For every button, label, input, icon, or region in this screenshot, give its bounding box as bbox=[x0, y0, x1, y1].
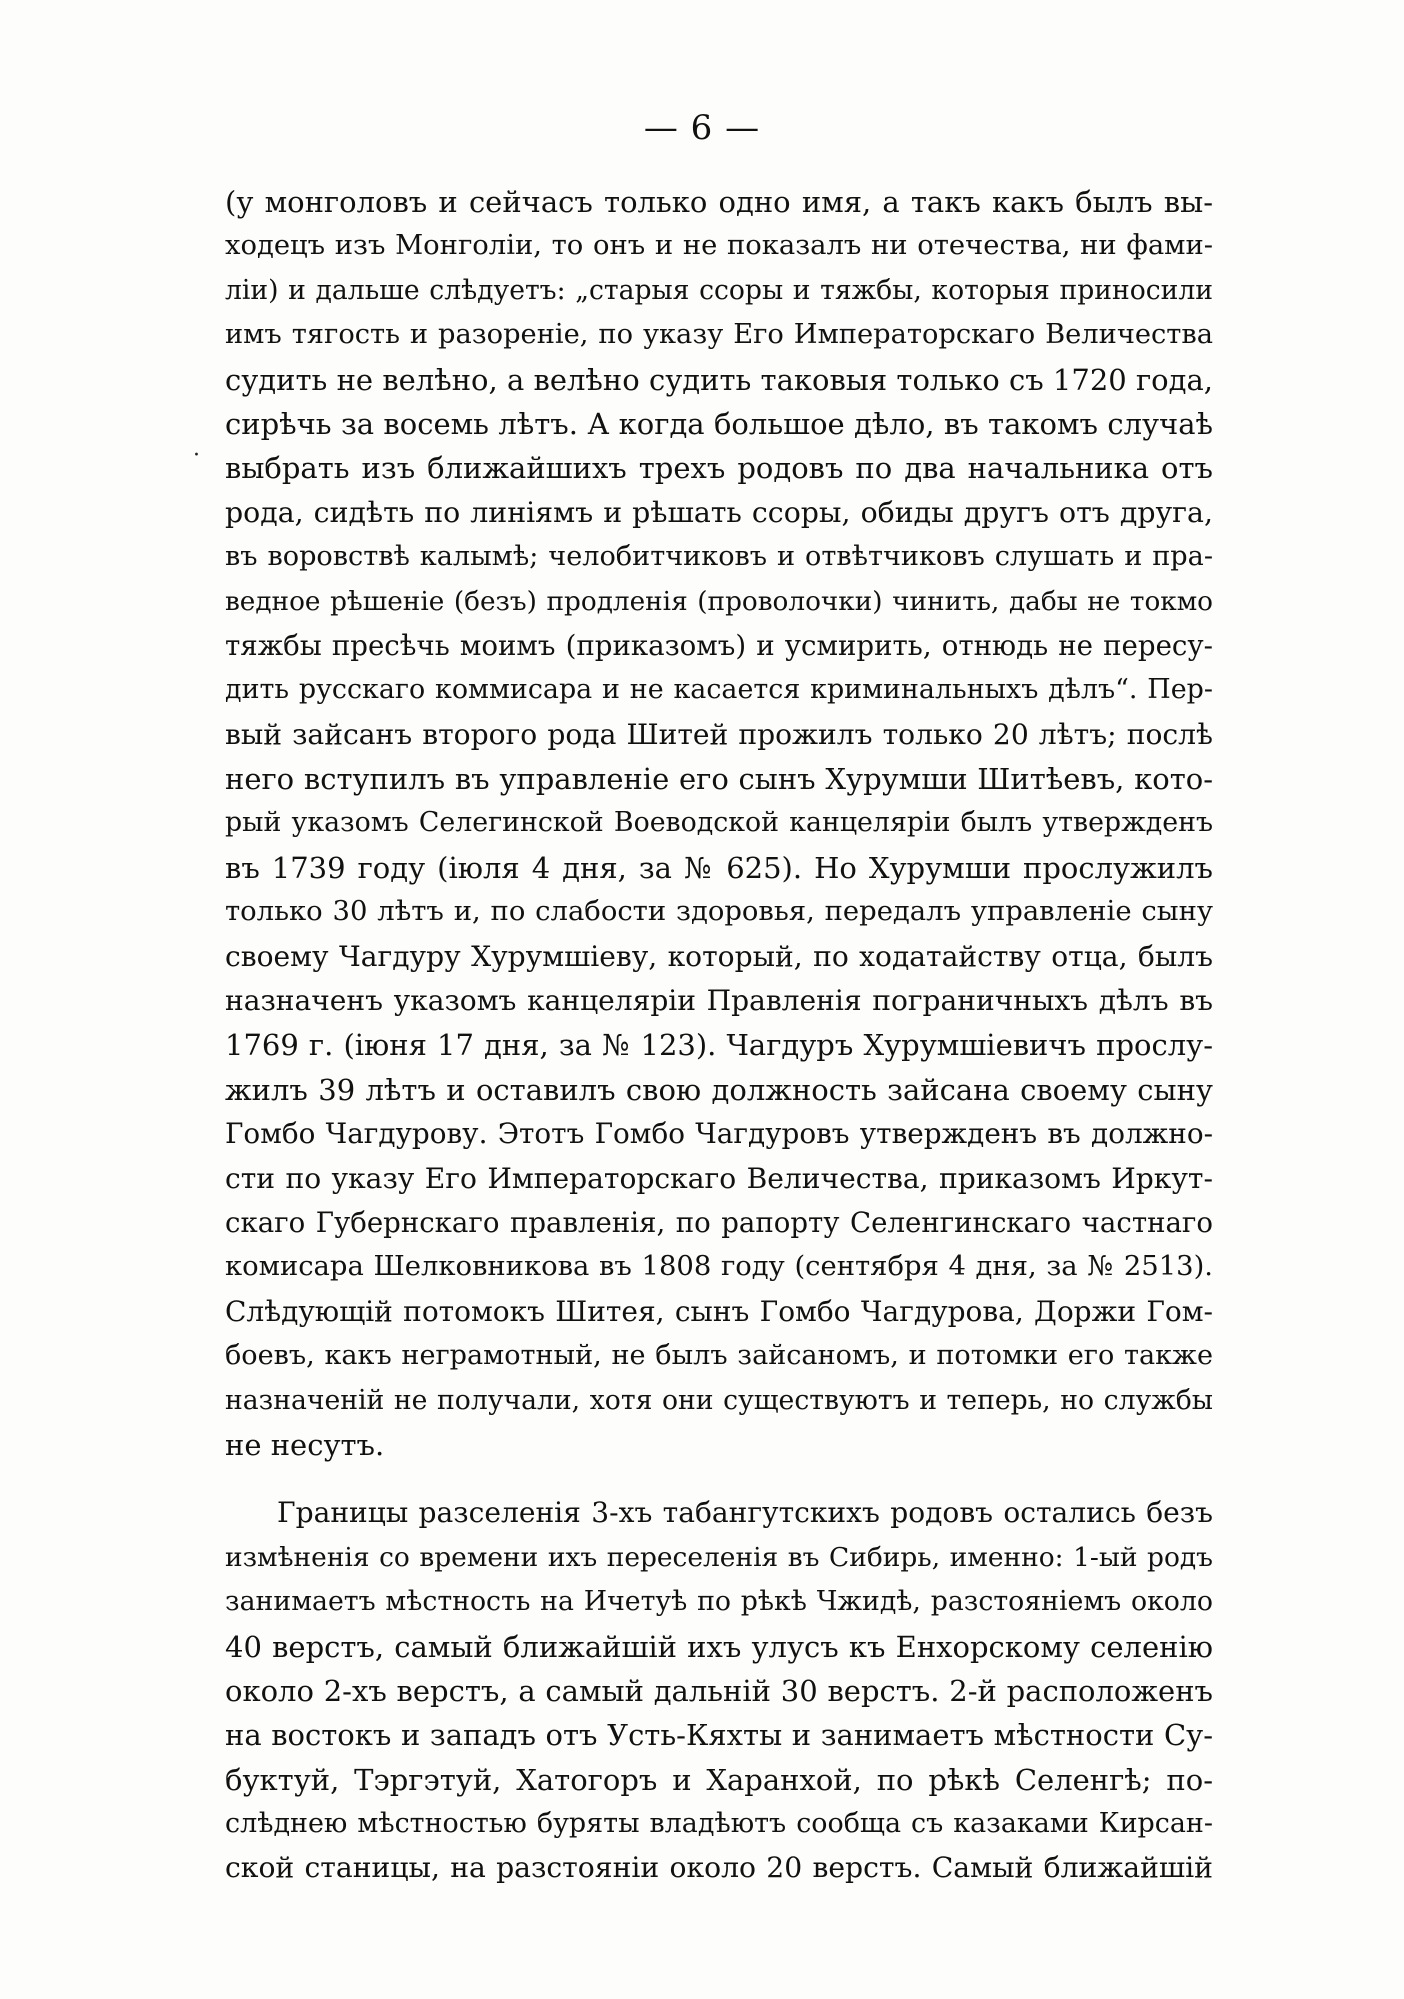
text-line: ходецъ изъ Монголіи, то онъ и не показалъ ни отечества, ни фами- bbox=[225, 230, 1213, 262]
text-line: 1769 г. (іюня 17 дня, за № 123). Чагдуръ Хурумшіевичъ прослу- bbox=[225, 1028, 1213, 1063]
text-line: на востокъ и западъ отъ Усть-Кяхты и занимаетъ мѣстности Су- bbox=[225, 1718, 1213, 1753]
text-line: сирѣчь за восемь лѣтъ. А когда большое дѣло, въ такомъ случаѣ bbox=[225, 406, 1213, 441]
text-line: комисара Шелковникова въ 1808 году (сентября 4 дня, за № 2513). bbox=[225, 1251, 1213, 1283]
paragraph bbox=[225, 180, 1213, 1467]
text-line: не несутъ. bbox=[225, 1427, 385, 1462]
text-line: выбрать изъ ближайшихъ трехъ родовъ по два начальника отъ bbox=[225, 451, 1213, 486]
body-text bbox=[225, 180, 1213, 1891]
text-line: слѣднею мѣстностью буряты владѣютъ сообща съ казаками Кирсан- bbox=[225, 1808, 1213, 1840]
text-line: рода, сидѣть по линіямъ и рѣшать ссоры, обиды другъ отъ друга, bbox=[225, 495, 1213, 529]
text-line: сти по указу Его Императорскаго Величества, приказомъ Иркут- bbox=[225, 1161, 1213, 1195]
text-line: судить не велѣно, а велѣно судить таковыя только съ 1720 года, bbox=[225, 362, 1213, 397]
text-line: назначеній не получали, хотя они существуютъ и теперь, но службы bbox=[225, 1384, 1213, 1416]
text-line: занимаетъ мѣстность на Ичетуѣ по рѣкѣ Чжидѣ, разстояніемъ около bbox=[225, 1586, 1213, 1618]
margin-mark: · bbox=[193, 443, 200, 468]
text-line: рый указомъ Селегинской Воеводской канцеляріи былъ утвержденъ bbox=[225, 807, 1213, 839]
text-line: боевъ, какъ неграмотный, не былъ зайсаномъ, и потомки его также bbox=[225, 1340, 1213, 1372]
text-line: жилъ 39 лѣтъ и оставилъ свою должность зайсана своему сыну bbox=[225, 1072, 1213, 1107]
text-line: 40 верстъ, самый ближайшій ихъ улусъ къ Енхорскому селенію bbox=[225, 1629, 1213, 1664]
text-line: только 30 лѣтъ и, по слабости здоровья, передалъ управленіе сыну bbox=[225, 896, 1213, 928]
paragraph-gap bbox=[225, 1467, 1213, 1491]
text-line: (у монголовъ и сейчасъ только одно имя, а такъ какъ былъ вы- bbox=[225, 185, 1213, 219]
text-line: буктуй, Тэргэтуй, Хатогоръ и Харанхой, по рѣкѣ Селенгѣ; по- bbox=[225, 1762, 1213, 1797]
page-number: — 6 — bbox=[643, 108, 761, 148]
text-line: своему Чагдуру Хурумшіеву, который, по ходатайству отца, былъ bbox=[225, 939, 1213, 973]
text-line: вый зайсанъ второго рода Шитей прожилъ только 20 лѣтъ; послѣ bbox=[225, 717, 1213, 751]
text-line: назначенъ указомъ канцеляріи Правленія пограничныхъ дѣлъ въ bbox=[225, 984, 1213, 1018]
text-line: около 2-хъ верстъ, а самый дальній 30 верстъ. 2-й расположенъ bbox=[225, 1673, 1213, 1708]
text-line: ской станицы, на разстояніи около 20 верстъ. Самый ближайшій bbox=[225, 1851, 1213, 1885]
text-line: ліи) и дальше слѣдуетъ: „старыя ссоры и тяжбы, которыя приносили bbox=[225, 274, 1213, 306]
paragraph bbox=[225, 1491, 1213, 1891]
text-line: ведное рѣшеніе (безъ) продленія (проволочки) чинить, дабы не токмо bbox=[225, 586, 1213, 617]
text-line: скаго Губернскаго правленія, по рапорту Селенгинскаго частнаго bbox=[225, 1205, 1213, 1239]
text-line: имъ тягость и разореніе, по указу Его Императорскаго Величества bbox=[225, 319, 1213, 351]
text-line: него вступилъ въ управленіе его сынъ Хурумши Шитѣевъ, кото- bbox=[225, 762, 1213, 797]
text-line: Гомбо Чагдурову. Этотъ Гомбо Чагдуровъ утвержденъ въ должно- bbox=[225, 1117, 1213, 1151]
text-line: въ воровствѣ калымѣ; челобитчиковъ и отвѣтчиковъ слушать и пра- bbox=[225, 541, 1213, 573]
text-line: тяжбы пресѣчь моимъ (приказомъ) и усмирить, отнюдь не пересу- bbox=[225, 628, 1213, 662]
text-line: въ 1739 году (іюля 4 дня, за № 625). Но Хурумши прослужилъ bbox=[225, 850, 1213, 885]
text-line: дить русскаго коммисара и не касается криминальныхъ дѣлъ“. Пер- bbox=[225, 674, 1213, 706]
text-line: измѣненія со времени ихъ переселенія въ Сибирь, именно: 1-ый родъ bbox=[225, 1541, 1213, 1573]
text-line: Границы разселенія 3-хъ табангутскихъ родовъ остались безъ bbox=[277, 1496, 1213, 1530]
text-line: Слѣдующій потомокъ Шитея, сынъ Гомбо Чагдурова, Доржи Гом- bbox=[225, 1294, 1213, 1328]
